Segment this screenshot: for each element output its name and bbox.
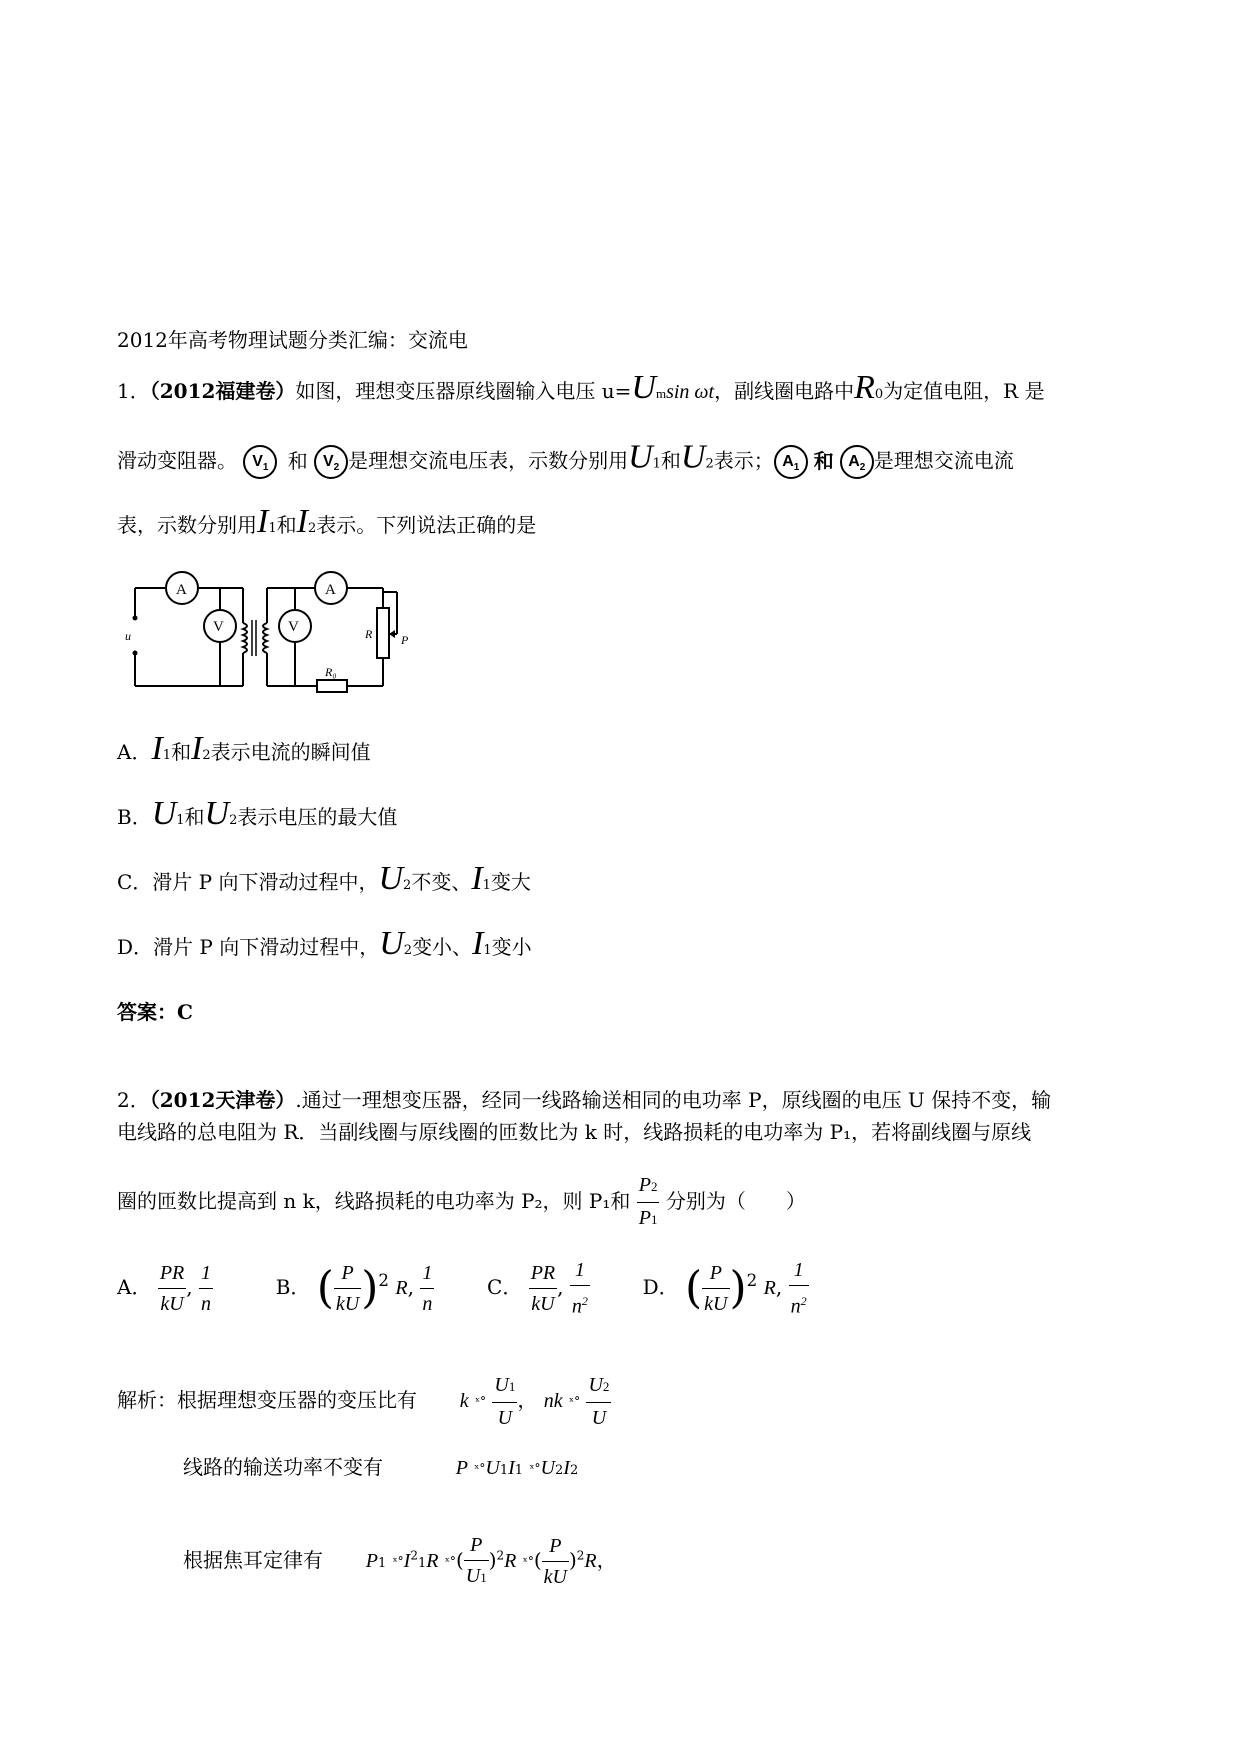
resistor-r0	[317, 680, 347, 692]
q2-line2: 电线路的总电阻为 R．当副线圈与原线圈的匝数比为 k 时，线路损耗的电功率为 P₁，若将副线圈与原线	[117, 1120, 1032, 1144]
ammeter-a2-icon: $A_2$	[840, 445, 874, 479]
q2-line3: 圈的匝数比提高到 n k，线路损耗的电功率为 P₂，则 P₁和 $\frac{P2}{P1}$ 分别为（ ）	[117, 1170, 806, 1235]
q2-analysis-3: 根据焦耳定律有 P1 $ˣ^\circ I^21R$ ˣ°( $\frac{P}{U1}$ )$^2$R ˣ°( $\frac{P}{kU}$ )$^2$R，	[183, 1530, 617, 1593]
svg-text:A: A	[325, 582, 336, 598]
svg-text:P: P	[401, 633, 409, 647]
svg-text:R: R	[365, 627, 373, 641]
doc-title: 2012年高考物理试题分类汇编：交流电	[117, 328, 468, 352]
q1-option-c: C．滑片 P 向下滑动过程中，U2不变、I1变大	[117, 860, 531, 897]
svg-text:V: V	[288, 619, 299, 635]
q1-option-a: A．I1和I2表示电流的瞬间值	[117, 730, 371, 767]
q2-line1: 2．（2012天津卷）.通过一理想变压器，经同一线路输送相同的电功率 P，原线圈的电压 U 保持不变，输	[117, 1088, 1052, 1112]
q1-option-b: B．U1和U2表示电压的最大值	[117, 795, 398, 832]
q1-line2: 滑动变阻器。 $V_1$ 和 $V_2$ 是理想交流电压表，示数分别用U1和U2表示； $A_1$ 和 $A_2$ 是理想交流电流	[117, 445, 1014, 479]
svg-text:R₀: R₀	[325, 665, 337, 679]
q1-number: 1．	[117, 379, 150, 403]
q1-source: （2012福建卷）	[149, 379, 296, 403]
svg-text:u: u	[125, 629, 131, 643]
voltmeter-v2-icon: $V_2$	[314, 445, 348, 479]
q1-line3: 表，示数分别用I1和I2表示。下列说法正确的是	[117, 503, 537, 540]
q2-analysis-2: 线路的输送功率不变有 P ˣ°U1I1 ˣ°U2I2	[183, 1455, 579, 1479]
q1-line1: 1．（2012福建卷）如图，理想变压器原线圈输入电压 u=Umsin ωt，副线圈电路中R0为定值电阻，R 是	[117, 369, 1045, 406]
rheostat-r	[377, 608, 389, 658]
svg-text:V: V	[213, 619, 224, 635]
svg-text:A: A	[176, 582, 187, 598]
q2-analysis-1: 解析：根据理想变压器的变压比有 k ˣ° $\frac{U1}{U}$ ， nk ˣ° $\frac{U2}{U}$	[117, 1370, 611, 1433]
ammeter-a1-icon: $A_1$	[774, 445, 808, 479]
q2-options: A． $\frac{PR}{kU}$ , $\frac{1}{n}$ B． ( $\frac{P}{kU}$ )$^2$ R, $\frac{1}{n}$ C． $\frac{PR}{kU}$ , $\frac{1}{n^2}$ D． ( $\frac{P}{kU}$ )$^2$ R, $\frac{1}{n^2}$	[117, 1255, 809, 1322]
q1-answer: 答案：C	[117, 1000, 193, 1024]
q1-option-d: D．滑片 P 向下滑动过程中，U2变小、I1变小	[117, 925, 532, 962]
transformer-circuit-diagram	[125, 568, 445, 708]
voltmeter-v1-icon: $V_1$	[243, 445, 277, 479]
